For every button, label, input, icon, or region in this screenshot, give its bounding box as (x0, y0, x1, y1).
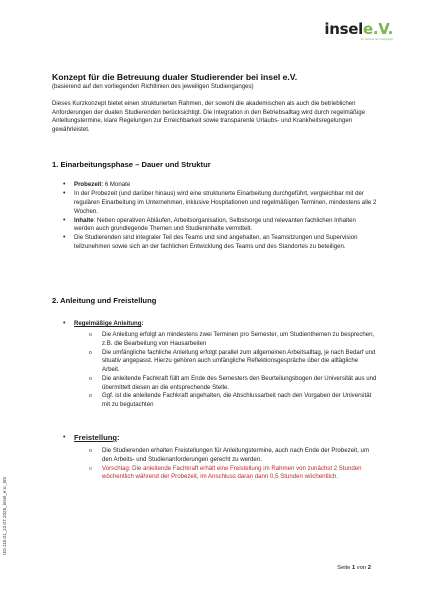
document-subtitle: (basierend auf den vorliegenden Richtlinien des jeweiligen Studienganges) (52, 83, 254, 90)
list-item: o Ggf. ist die anleitende Fachkraft angehalten, die Abschlussarbeit nach den Vorgaben der Universität mit zu begutachten (52, 392, 377, 409)
item-label: Probezeit (74, 181, 102, 188)
list-item: o Die anleitende Fachkraft füllt am Ende des Semesters den Beurteilungsbogen der Universität aus und übermittelt diesen an die entsprechende Stelle. (52, 375, 377, 392)
page-total: 2 (367, 565, 371, 571)
freistellung-list (52, 447, 377, 482)
bullet-icon: • (63, 320, 66, 327)
anleitung-list (52, 331, 377, 410)
logo-word: insel (324, 20, 363, 38)
group-heading-text: Freistellung (74, 433, 118, 442)
page-number (337, 565, 371, 571)
list-item (52, 181, 377, 190)
item-text: In der Probezeit (und darüber hinaus) wird eine strukturierte Einarbeitung durchgeführt, vergleichbar mit der regulären Einarbeitung im Unternehmen, inklusive Hospitationen und regelmäßigen Terminen, mindestens alle 2 Wochen. (74, 190, 377, 215)
intro-paragraph: Dieses Kurzkonzept bietet einen strukturierten Rahmen, der sowohl die akademischen als auch die betrieblichen Anforderungen der dualen Studierenden berücksichtigt. Die Integration in den Betriebsalltag wird durch regelmäßige Anleitungstermine, klare Regelungen zur Erreichbarkeit sowie transparente Urlaubs- und Krankheitsregelungen gewährleistet. (52, 100, 366, 134)
proposal-item (52, 465, 377, 482)
document-title: Konzept für die Betreuung dualer Studierender bei insel e.V. (52, 72, 298, 82)
list-item: o Die Studierenden erhalten Freistellungen für Anleitungstermine, auch nach Ende der Probezeit, um den Arbeits- und Studienanforderungen gerecht zu werden. (52, 447, 377, 464)
section1-list (52, 181, 377, 252)
list-item (52, 234, 377, 251)
list-item (52, 217, 377, 234)
list-item: o Die umfängliche fachliche Anleitung erfolgt parallel zum allgemeinen Arbeitsalltag, je nach Bedarf und situativ angepasst. Hierzu gehören auch umfängliche Reflektionsgespräche über die alltägliche Arbeit. (52, 349, 377, 375)
page-current: 1 (351, 565, 356, 571)
proposal-lead: Vorschlag: (102, 464, 131, 472)
bullet-icon: • (63, 434, 66, 441)
logo-tagline: Im Verbund der Inselgruppe (360, 38, 393, 41)
item-text: : 6 Monate (101, 181, 131, 188)
document-code: UD.115.01_22.07.2025_insel_e.V._BS (2, 476, 7, 555)
insel-ev-logo (324, 22, 393, 41)
item-label: Inhalte (74, 216, 94, 224)
list-item (52, 190, 377, 216)
list-item: o Die Anleitung erfolgt an mindestens zwei Terminen pro Semester, um Studienthemen zu besprechen, z.B. die Bearbeitung von Hausarbeiten (52, 331, 377, 348)
section1-heading: 1. Einarbeitungsphase – Dauer und Struktur (52, 160, 211, 169)
group-heading-colon: : (117, 433, 120, 442)
item-text: Die Studierenden sind integraler Teil des Teams und sind angehalten, an Teamsitzungen und Supervision teilzunehmen sowie sich an der fachlichen Entwicklung des Teams und des Standortes zu beteiligen. (74, 234, 358, 251)
logo-suffix: e.V. (362, 20, 393, 38)
page-separator: von (355, 565, 368, 571)
proposal-text: Die anleitende Fachkraft erhält eine Freistellung im Rahmen von zunächst 2 Stunden wöchentlich während der Probezeit, im Anschluss daran dann 0,5 Stunden wöchentlich. (102, 464, 362, 481)
page-prefix: Seite (337, 565, 352, 571)
group-heading-text: Regelmäßige Anleitung (74, 320, 142, 327)
item-text: : Neben operativen Abläufen, Arbeitsorganisation, Selbstsorge und relevanten fachlichen Inhalten werden auch grundlegende Themen und Studieninhalte vermittelt. (74, 216, 356, 233)
section2-heading: 2. Anleitung und Freistellung (52, 296, 157, 305)
group-heading-colon: : (141, 320, 144, 327)
